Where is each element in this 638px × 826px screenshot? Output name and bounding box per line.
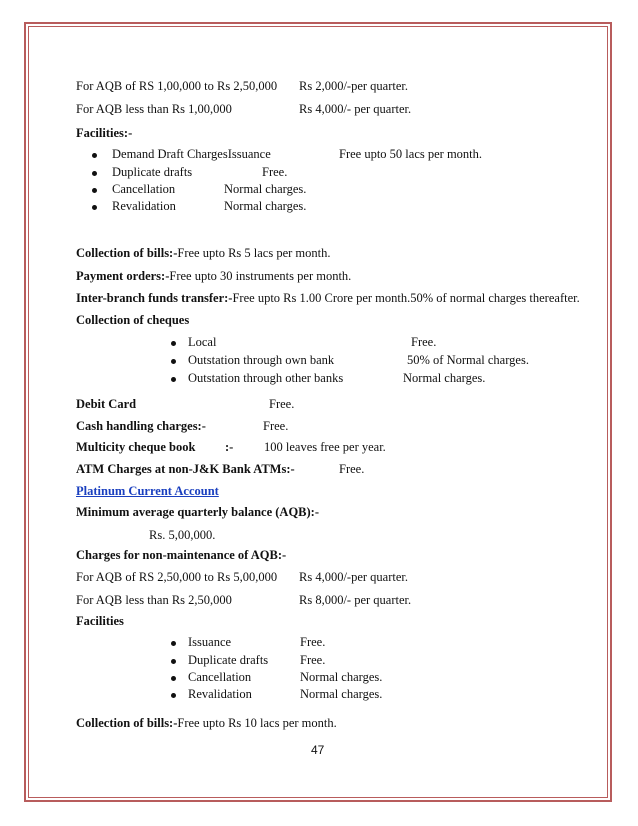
aqb-tier-4-label: For AQB less than Rs 2,50,000 — [76, 593, 232, 607]
collection-of-bills-2-label: Collection of bills:- — [76, 716, 178, 730]
atm-charges-label: ATM Charges at non-J&K Bank ATMs:- — [76, 462, 295, 476]
aqb-tier-2-label: For AQB less than Rs 1,00,000 — [76, 102, 232, 116]
facility-item-label: Cancellation — [112, 182, 176, 196]
debit-card-value: Free. — [269, 397, 295, 411]
aqb-tier-2-value: Rs 4,000/- per quarter. — [299, 102, 412, 116]
facility-2-item-label: Issuance — [188, 635, 232, 649]
bullet-icon — [171, 377, 176, 382]
bullet-icon — [92, 153, 97, 158]
bullet-icon — [171, 659, 176, 664]
facility-item-label: Duplicate drafts — [112, 165, 193, 179]
non-maintenance-heading: Charges for non-maintenance of AQB:- — [76, 548, 287, 562]
bullet-icon — [92, 171, 97, 176]
facility-item-label: Revalidation — [112, 199, 176, 213]
cheque-item-label: Outstation through other banks — [188, 371, 344, 385]
cheque-item-value: Free. — [411, 335, 437, 349]
facility-item-value: Normal charges. — [224, 182, 307, 196]
inter-branch-label: Inter-branch funds transfer:- — [76, 291, 233, 305]
min-aqb-heading: Minimum average quarterly balance (AQB):- — [76, 505, 320, 519]
cash-handling-value: Free. — [263, 419, 289, 433]
facility-2-item-label: Cancellation — [188, 670, 252, 684]
facility-item-value: Free. — [262, 165, 288, 179]
multicity-cheque-separator: :- — [225, 440, 234, 454]
facility-2-item-label: Revalidation — [188, 687, 252, 701]
bullet-icon — [171, 341, 176, 346]
aqb-tier-1-value: Rs 2,000/-per quarter. — [299, 79, 409, 93]
cash-handling-label: Cash handling charges:- — [76, 419, 206, 433]
collection-of-bills-line — [76, 246, 331, 260]
facility-item-value: Normal charges. — [224, 199, 307, 213]
aqb-tier-1-label: For AQB of RS 1,00,000 to Rs 2,50,000 — [76, 79, 278, 93]
atm-charges-value: Free. — [339, 462, 365, 476]
bullet-icon — [171, 676, 176, 681]
collection-of-bills-label: Collection of bills:- — [76, 246, 178, 260]
platinum-current-account-link[interactable]: Platinum Current Account — [76, 484, 219, 498]
facility-2-item-value: Normal charges. — [300, 670, 383, 684]
facility-2-item-label: Duplicate drafts — [188, 653, 269, 667]
collection-of-bills-2-line — [76, 716, 337, 730]
aqb-tier-4-value: Rs 8,000/- per quarter. — [299, 593, 412, 607]
multicity-cheque-value: 100 leaves free per year. — [264, 440, 386, 454]
collection-of-cheques-heading: Collection of cheques — [76, 313, 190, 327]
bullet-icon — [171, 641, 176, 646]
inter-branch-value: Free upto Rs 1.00 Crore per month.50% of normal charges thereafter. — [232, 291, 580, 305]
min-aqb-value: Rs. 5,00,000. — [149, 528, 216, 542]
inter-branch-line — [76, 291, 580, 305]
cheque-item-label: Local — [188, 335, 217, 349]
collection-of-bills-value: Free upto Rs 5 lacs per month. — [177, 246, 331, 260]
facilities-heading: Facilities:- — [76, 126, 133, 140]
cheque-item-label: Outstation through own bank — [188, 353, 335, 367]
aqb-tier-3-value: Rs 4,000/-per quarter. — [299, 570, 409, 584]
facility-item-value: Free upto 50 lacs per month. — [339, 147, 483, 161]
debit-card-label: Debit Card — [76, 397, 137, 411]
cheque-item-value: Normal charges. — [403, 371, 486, 385]
bullet-icon — [171, 359, 176, 364]
facility-2-item-value: Free. — [300, 653, 326, 667]
facility-2-item-value: Normal charges. — [300, 687, 383, 701]
cheque-item-value: 50% of Normal charges. — [407, 353, 529, 367]
payment-orders-line — [76, 269, 351, 283]
collection-of-bills-2-value: Free upto Rs 10 lacs per month. — [177, 716, 337, 730]
multicity-cheque-label: Multicity cheque book — [76, 440, 196, 454]
aqb-tier-3-label: For AQB of RS 2,50,000 to Rs 5,00,000 — [76, 570, 278, 584]
bullet-icon — [92, 188, 97, 193]
payment-orders-label: Payment orders:- — [76, 269, 170, 283]
facilities-2-heading: Facilities — [76, 614, 124, 628]
bullet-icon — [171, 693, 176, 698]
payment-orders-value: Free upto 30 instruments per month. — [169, 269, 352, 283]
facility-2-item-value: Free. — [300, 635, 326, 649]
page-number: 47 — [311, 743, 325, 757]
facility-item-label: Demand Draft ChargesIssuance — [112, 147, 271, 161]
bullet-icon — [92, 205, 97, 210]
